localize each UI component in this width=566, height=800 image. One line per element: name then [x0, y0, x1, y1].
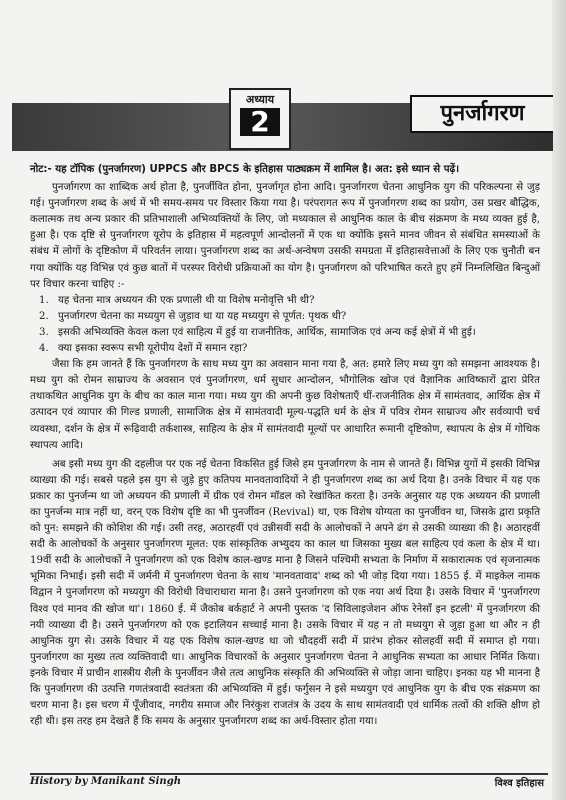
chapter-number: 2 — [240, 108, 280, 136]
chapter-label: अध्याय — [245, 93, 275, 106]
list-item: 2. पुनर्जागरण चेतना का मध्ययुग से जुड़ाव था या यह मध्ययुग से पूर्णत: पृथक थी? — [52, 309, 540, 325]
paragraph-intro: पुनर्जागरण का शाब्दिक अर्थ होता है, पुनर्जीवित होना, पुनर्जागृत होना आदि। पुनर्जागरण चेतना आधुनिक युग की परिकल्पना से जुड़ गई। पुनर्जागरण शब्द के अर्थ में भी समय-समय पर विस्तार किया गया है। परंपरागत रूप में पुनर्जागरण शब्द का प्रयोग, उस प्रखर बौद्धिक, कलात्मक तथ अन्य प्रकार की प्रतिभाशाली अभिव्यक्तियों के लिए, जो मध्यकाल से आधुनिक काल के बीच संक्रमण के मध्य व्यक्त हुई है, हुआ है। एक दृष्टि से पुनर्जागरण यूरोप के इतिहास में महत्वपूर्ण आन्दोलनों में एक था क्योंकि इसने मानव जीवन से संबंधित समस्याओं के संबंध में लोगों के दृष्टिकोण में परिवर्तन लाया। पुनर्जागरण शब्द का अर्थ-अन्वेषण उसकी समग्रता में इतिहासवेत्ताओं के लिए एक चुनौती बन गया क्योंकि यह विभिन्न एवं कुछ बातों में परस्पर विरोधी प्रक्रियाओं का योग है। पुनर्जागरण को परिभाषित करते हुए हमें निम्नलिखित बिन्दुओं पर विचार करना चाहिए :- — [30, 182, 540, 290]
page-edge-shadow — [552, 0, 566, 800]
footer-author: History by Manikant Singh — [30, 776, 181, 787]
chapter-number-box — [229, 88, 291, 150]
note-line: नोट:- यह टॉपिक (पुनर्जागरण) UPPCS और BPCS के इतिहास पाठ्यक्रम में शामिल है। अत: इसे ध्यान से पढ़ें। — [30, 164, 460, 175]
page-body — [30, 162, 540, 730]
paragraph-interpretations: अब इसी मध्य युग की दहलीज पर एक नई चेतना विकसित हुई जिसे हम पुनर्जागरण के नाम से जानते हैं। विभिन्न युगों में इसकी विभिन्न व्याख्या की गई। सबसे पहले इस युग से जुड़े हुए कतिपय मानवतावादियों ने ही पुनर्जागरण शब्द का अर्थ दिया है। उनके विचार में यह एक प्रकार का पुनर्जन्म था जो अध्ययन की प्रणाली में ग्रीक एवं रोमन मॉडल को रेखांकित करता है। उनके अनुसार यह एक अध्ययन की प्रणाली का पुनर्जन्म मात्र नहीं था, वरन् एक विशेष दृष्टि का भी पुनर्जीवन (Revival) था, एक विशेष योग्यता का पुनर्जीवन था, जिसके द्वारा प्रकृति को पुन: समझने की कोशिश की गई। उसी तरह, अठारहवीं एवं उन्नीसवीं सदी के आलोचकों ने अपने ढंग से उसकी व्याख्या की है। अठारहवीं सदी के आलोचकों के अनुसार पुनर्जागरण मूलत: एक सांस्कृतिक अभ्युदय का काल था जिसका मुख्य बल साहित्य एवं कला के क्षेत्र में था। 19वीं सदी के आलोचकों ने पुनर्जागरण को एक विशेष काल-खण्ड माना है जिसने पश्चिमी सभ्यता के निर्माण में सकारात्मक एवं सृजनात्मक भूमिका निभाई। इसी सदी में जर्मनी में पुनर्जागरण चेतना के साथ 'मानवतावाद' शब्द को भी जोड़ दिया गया। 1855 ई. में माइकेल नामक विद्वान ने पुनर्जागरण को मध्ययुग की विरोधी विचाराधारा माना है। उसने पुनर्जागरण को एक नया अर्थ दिया है। उसके विचार में 'पुनर्जागरण विश्व एवं मानव की खोज था'। 1860 ई. में जैकोब बर्कहार्ट ने अपनी पुस्तक 'द सिविलाइजेशन ऑफ रेनेसाँ इन इटली' में पुनर्जागरण की नयी व्याख्या दी है। उसने पुनर्जागरण को एक इटालियन सच्चाई माना है। उसके विचार में यह न तो मध्ययुग से जुड़ा हुआ था और न ही आधुनिक युग से। उसके विचार में यह एक विशेष काल-खण्ड था जो चौदहवीं सदी में प्रारंभ होकर सोलहवीं सदी में समाप्त हो गया। पुनर्जागरण का मुख्य तत्व व्यक्तिवादी था। आधुनिक विचारकों के अनुसार पुनर्जागरण चेतना ने आधुनिक सभ्यता का आधार निर्मित किया। इनके विचार में प्राचीन शास्त्रीय शैली के पुनर्जीवन जैसे तत्व आधुनिक संस्कृति की अभिव्यक्ति से जोड़ा जाना चाहिए। इनका यह भी मानना है कि पुनर्जागरण की उत्पत्ति गणतंत्रवादी स्वतंत्रता की अभिव्यक्ति में हुई। फर्गुसन ने इसे मध्ययुग एवं आधुनिक युग के बीच एक संक्रमण का चरण माना है। इस चरण में पूँजीवाद, नगरीय समाज और निरंकुश राजतंत्र के उदय के साथ सामंतवादी एवं धार्मिक तत्वों की शक्ति क्षीण हो रही थी। इस तरह हम देखते हैं कि समय के अनुसार पुनर्जागरण शब्द का अर्थ-विस्तार होता गया। — [30, 458, 540, 728]
list-item: 4. क्या इसका स्वरूप सभी यूरोपीय देशों में समान रहा? — [52, 341, 540, 357]
chapter-title-box — [410, 95, 553, 133]
points-list — [30, 293, 540, 357]
footer-subject: विश्व इतिहास — [494, 778, 544, 789]
list-item: 3. इसकी अभिव्यक्ति केवल कला एवं साहित्य में हुई या राजनीतिक, आर्थिक, सामाजिक एवं अन्य कई क्षेत्रों में भी हुई। — [52, 325, 540, 341]
footer-rule — [30, 773, 548, 775]
chapter-title: पुनर्जागरण — [440, 101, 525, 126]
paragraph-middle-ages: जैसा कि हम जानते हैं कि पुनर्जागरण के साथ मध्य युग का अवसान माना गया है, अत: हमारे लिए मध्य युग को समझना आवश्यक है। मध्य युग को रोमन साम्राज्य के अवसान एवं पुनर्जागरण, धर्म सुधार आन्दोलन, भौगोलिक खोज एवं वैज्ञानिक आविष्कारों द्वारा प्रेरित तथाकथित आधुनिक युग के बीच का काल माना गया। मध्य युग की अपनी कुछ विशेषताएँ थीं-राजनीतिक क्षेत्र में सामंतवाद, आर्थिक क्षेत्र में उत्पादन एवं व्यापार की गिल्ड प्रणाली, सामाजिक क्षेत्र में सामंतवादी मूल्य-पद्धति धर्म के क्षेत्र में पवित्र रोमन साम्राज्य और सर्वव्यापी चर्च व्यवस्था, दर्शन के क्षेत्र में रूढ़िवादी तर्कशास्त्र, साहित्य के क्षेत्र में सामंतवादी मूल्यों पर आधारित रूमानी दृष्टिकोण, स्थापत्य के क्षेत्र में गोथिक स्थापत्य आदि। — [30, 359, 540, 451]
list-item: 1. यह चेतना मात्र अध्ययन की एक प्रणाली थी या विशेष मनोवृत्ति भी थी? — [52, 293, 540, 309]
